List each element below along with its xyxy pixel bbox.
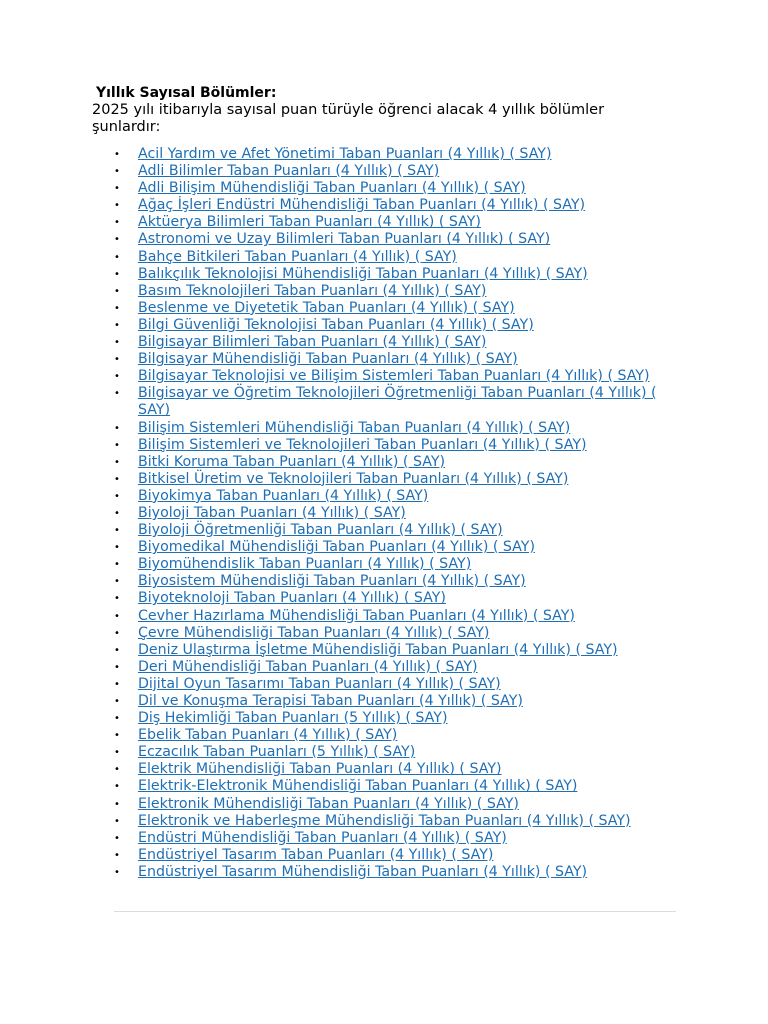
- department-link[interactable]: Biyosistem Mühendisliği Taban Puanları (4 Yıllık) ( SAY): [138, 573, 526, 590]
- bullet-icon: •: [114, 576, 120, 588]
- list-item: [92, 556, 668, 573]
- bullet-icon: •: [114, 627, 120, 639]
- bullet-icon: •: [114, 473, 120, 485]
- list-item: [92, 180, 668, 197]
- list-item: [92, 385, 668, 419]
- list-item: [92, 351, 668, 368]
- list-item: [92, 590, 668, 607]
- bullet-icon: •: [114, 610, 120, 622]
- bullet-icon: •: [114, 593, 120, 605]
- bullet-icon: •: [114, 217, 120, 229]
- department-link[interactable]: Biyoloji Taban Puanları (4 Yıllık) ( SAY): [138, 504, 406, 521]
- department-link[interactable]: Ebelik Taban Puanları (4 Yıllık) ( SAY): [138, 727, 398, 744]
- list-item: [92, 676, 668, 693]
- list-item: [92, 334, 668, 351]
- list-item: [92, 659, 668, 676]
- department-link[interactable]: Elektrik-Elektronik Mühendisliği Taban Puanları (4 Yıllık) ( SAY): [138, 778, 578, 795]
- document-page: [92, 84, 682, 881]
- department-link[interactable]: Biyomedikal Mühendisliği Taban Puanları (4 Yıllık) ( SAY): [138, 539, 535, 556]
- department-link[interactable]: Bilgisayar Teknolojisi ve Bilişim Sistemleri Taban Puanları (4 Yıllık) ( SAY): [138, 368, 650, 385]
- department-link[interactable]: Acil Yardım ve Afet Yönetimi Taban Puanları (4 Yıllık) ( SAY): [138, 146, 552, 162]
- list-item: [92, 813, 668, 830]
- department-link[interactable]: Endüstriyel Tasarım Taban Puanları (4 Yıllık) ( SAY): [138, 846, 494, 863]
- list-item: [92, 437, 668, 454]
- bullet-icon: •: [114, 456, 120, 468]
- list-item: [92, 761, 668, 778]
- bullet-icon: •: [114, 730, 120, 742]
- department-list: [92, 146, 682, 881]
- bullet-icon: •: [114, 183, 120, 195]
- department-link[interactable]: Biyoloji Öğretmenliği Taban Puanları (4 Yıllık) ( SAY): [138, 522, 503, 539]
- department-link[interactable]: Biyomühendislik Taban Puanları (4 Yıllık) ( SAY): [138, 556, 472, 573]
- bullet-icon: •: [114, 302, 120, 314]
- bullet-icon: •: [114, 764, 120, 776]
- bullet-icon: •: [114, 798, 120, 810]
- list-item: [92, 522, 668, 539]
- department-link[interactable]: Bilişim Sistemleri ve Teknolojileri Taban Puanları (4 Yıllık) ( SAY): [138, 436, 587, 453]
- list-item: [92, 471, 668, 488]
- list-item: [92, 266, 668, 283]
- list-item: [92, 146, 668, 163]
- department-link[interactable]: Bilgisayar Mühendisliği Taban Puanları (4 Yıllık) ( SAY): [138, 351, 518, 368]
- list-item: [92, 693, 668, 710]
- bullet-icon: •: [114, 507, 120, 519]
- list-item: [92, 847, 668, 864]
- bullet-icon: •: [114, 644, 120, 656]
- department-link[interactable]: Bilgisayar Bilimleri Taban Puanları (4 Yıllık) ( SAY): [138, 334, 487, 351]
- department-link[interactable]: Elektronik ve Haberleşme Mühendisliği Taban Puanları (4 Yıllık) ( SAY): [138, 812, 631, 829]
- bullet-icon: •: [114, 490, 120, 502]
- list-item: [92, 608, 668, 625]
- bullet-icon: •: [114, 149, 120, 160]
- bullet-icon: •: [114, 525, 120, 537]
- department-link[interactable]: Elektronik Mühendisliği Taban Puanları (4 Yıllık) ( SAY): [138, 795, 519, 812]
- list-item: [92, 317, 668, 334]
- list-item: [92, 488, 668, 505]
- department-link[interactable]: Cevher Hazırlama Mühendisliği Taban Puanları (4 Yıllık) ( SAY): [138, 607, 575, 624]
- bullet-icon: •: [114, 661, 120, 673]
- bottom-divider: [114, 911, 676, 912]
- list-item: [92, 197, 668, 214]
- department-link[interactable]: Dil ve Konuşma Terapisi Taban Puanları (4 Yıllık) ( SAY): [138, 693, 523, 709]
- bullet-icon: •: [114, 337, 120, 349]
- bullet-icon: •: [114, 678, 120, 690]
- bullet-icon: •: [114, 268, 120, 280]
- bullet-icon: •: [114, 234, 120, 246]
- department-link[interactable]: Bilgi Güvenliği Teknolojisi Taban Puanları (4 Yıllık) ( SAY): [138, 316, 534, 333]
- bullet-icon: •: [114, 200, 120, 212]
- bullet-icon: •: [114, 559, 120, 571]
- department-link[interactable]: Balıkçılık Teknolojisi Mühendisliği Taban Puanları (4 Yıllık) ( SAY): [138, 265, 588, 282]
- list-item: [92, 830, 668, 847]
- list-item: [92, 642, 668, 659]
- bullet-icon: •: [114, 319, 120, 331]
- department-link[interactable]: Deniz Ulaştırma İşletme Mühendisliği Taban Puanları (4 Yıllık) ( SAY): [138, 641, 618, 658]
- bullet-icon: •: [114, 542, 120, 554]
- list-item: [92, 420, 668, 437]
- department-link[interactable]: Çevre Mühendisliği Taban Puanları (4 Yıllık) ( SAY): [138, 624, 490, 641]
- department-link[interactable]: Astronomi ve Uzay Bilimleri Taban Puanları (4 Yıllık) ( SAY): [138, 231, 551, 248]
- bullet-icon: •: [114, 439, 120, 451]
- list-item: [92, 778, 668, 795]
- bullet-icon: •: [114, 781, 120, 793]
- department-link[interactable]: Endüstri Mühendisliği Taban Puanları (4 Yıllık) ( SAY): [138, 829, 507, 846]
- list-item: [92, 744, 668, 761]
- department-link[interactable]: Adli Bilimler Taban Puanları (4 Yıllık) ( SAY): [138, 163, 440, 180]
- section-heading: Yıllık Sayısal Bölümler:: [96, 85, 277, 101]
- department-link[interactable]: Bilişim Sistemleri Mühendisliği Taban Puanları (4 Yıllık) ( SAY): [138, 419, 571, 436]
- department-link[interactable]: Bitki Koruma Taban Puanları (4 Yıllık) ( SAY): [138, 453, 446, 470]
- list-item: [92, 710, 668, 727]
- department-link[interactable]: Biyoteknoloji Taban Puanları (4 Yıllık) ( SAY): [138, 590, 446, 607]
- department-link[interactable]: Eczacılık Taban Puanları (5 Yıllık) ( SAY): [138, 744, 416, 761]
- department-link[interactable]: Bahçe Bitkileri Taban Puanları (4 Yıllık) ( SAY): [138, 248, 457, 265]
- bullet-icon: •: [114, 371, 120, 383]
- department-link[interactable]: Diş Hekimliği Taban Puanları (5 Yıllık) ( SAY): [138, 710, 448, 727]
- bullet-icon: •: [114, 354, 120, 366]
- department-link[interactable]: Deri Mühendisliği Taban Puanları (4 Yıllık) ( SAY): [138, 658, 478, 675]
- department-link[interactable]: Bilgisayar ve Öğretim Teknolojileri Öğretmenliği Taban Puanları (4 Yıllık) ( SAY): [138, 385, 657, 419]
- bullet-icon: •: [114, 388, 120, 400]
- department-link[interactable]: Biyokimya Taban Puanları (4 Yıllık) ( SAY): [138, 487, 429, 504]
- list-item: [92, 231, 668, 248]
- list-item: [92, 249, 668, 266]
- list-item: [92, 163, 668, 180]
- department-link[interactable]: Bitkisel Üretim ve Teknolojileri Taban Puanları (4 Yıllık) ( SAY): [138, 470, 569, 487]
- department-link[interactable]: Endüstriyel Tasarım Mühendisliği Taban Puanları (4 Yıllık) ( SAY): [138, 863, 588, 880]
- bullet-icon: •: [114, 251, 120, 263]
- list-item: [92, 539, 668, 556]
- bullet-icon: •: [114, 285, 120, 297]
- list-item: [92, 625, 668, 642]
- list-item: [92, 796, 668, 813]
- list-item: [92, 368, 668, 385]
- list-item: [92, 454, 668, 471]
- bullet-icon: •: [114, 832, 120, 844]
- bullet-icon: •: [114, 866, 120, 878]
- bullet-icon: •: [114, 747, 120, 759]
- department-link[interactable]: Ağaç İşleri Endüstri Mühendisliği Taban Puanları (4 Yıllık) ( SAY): [138, 197, 586, 214]
- bullet-icon: •: [114, 849, 120, 861]
- list-item: [92, 300, 668, 317]
- bullet-icon: •: [114, 815, 120, 827]
- list-item: [92, 864, 668, 881]
- bullet-icon: •: [114, 713, 120, 725]
- department-link[interactable]: Aktüerya Bilimleri Taban Puanları (4 Yıllık) ( SAY): [138, 214, 481, 231]
- department-link[interactable]: Elektrik Mühendisliği Taban Puanları (4 Yıllık) ( SAY): [138, 761, 502, 778]
- list-item: [92, 505, 668, 522]
- intro-paragraph: 2025 yılı itibarıyla sayısal puan türüyle öğrenci alacak 4 yıllık bölümler şunlardır:: [92, 102, 605, 135]
- bullet-icon: •: [114, 166, 120, 178]
- bullet-icon: •: [114, 422, 120, 434]
- list-item: [92, 573, 668, 590]
- list-item: [92, 283, 668, 300]
- department-link[interactable]: Basım Teknolojileri Taban Puanları (4 Yıllık) ( SAY): [138, 282, 487, 299]
- department-link[interactable]: Adli Bilişim Mühendisliği Taban Puanları (4 Yıllık) ( SAY): [138, 180, 526, 197]
- list-item: [92, 214, 668, 231]
- department-link[interactable]: Dijital Oyun Tasarımı Taban Puanları (4 Yıllık) ( SAY): [138, 675, 501, 692]
- list-item: [92, 727, 668, 744]
- department-link[interactable]: Beslenme ve Diyetetik Taban Puanları (4 Yıllık) ( SAY): [138, 299, 515, 316]
- bullet-icon: •: [114, 696, 120, 707]
